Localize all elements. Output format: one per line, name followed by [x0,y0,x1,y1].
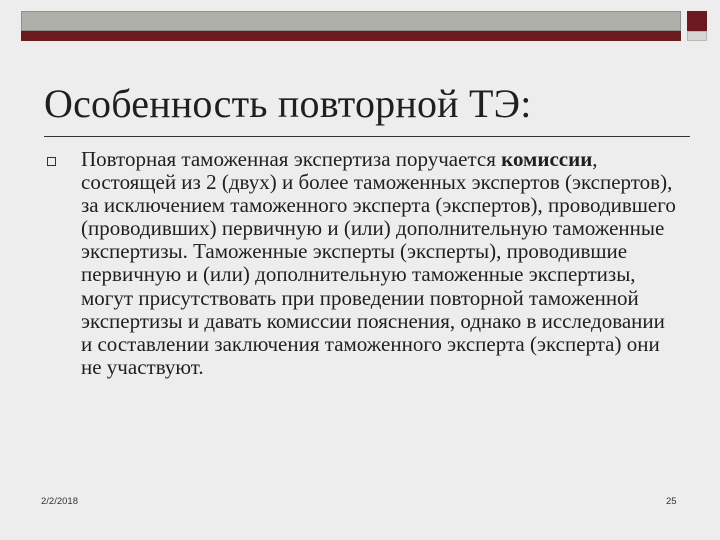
slide-title: Особенность повторной ТЭ: [44,81,532,126]
square-bullet-icon [47,157,56,166]
header-accent-line [21,31,681,41]
bullet-paragraph [81,148,679,379]
footer-date: 2/2/2018 [41,496,78,507]
body-text-part1: Повторная таможенная экспертиза поручается [81,147,502,171]
page-number: 25 [666,496,677,507]
body-text-part2: , состоящей из 2 (двух) и более таможенных экспертов (экспертов), за исключением таможенного эксперта (экспертов), проводившего (проводивших) первичную и (или) дополнительную таможенные экспертизы. Таможенные эксперты (эксперты), проводившие первичную и (или) дополнительную таможенные экспертизы, могут присутствовать при проведении повторной таможенной экспертизы и давать комиссии пояснения, однако в исследовании и составлении заключения таможенного эксперта (эксперта) они не участвуют. [81,147,676,379]
header-decor-bar [21,11,681,31]
corner-gray-square [687,31,707,41]
corner-accent-square [687,11,707,31]
title-divider [44,136,690,137]
body-text-bold: комиссии [501,147,593,171]
